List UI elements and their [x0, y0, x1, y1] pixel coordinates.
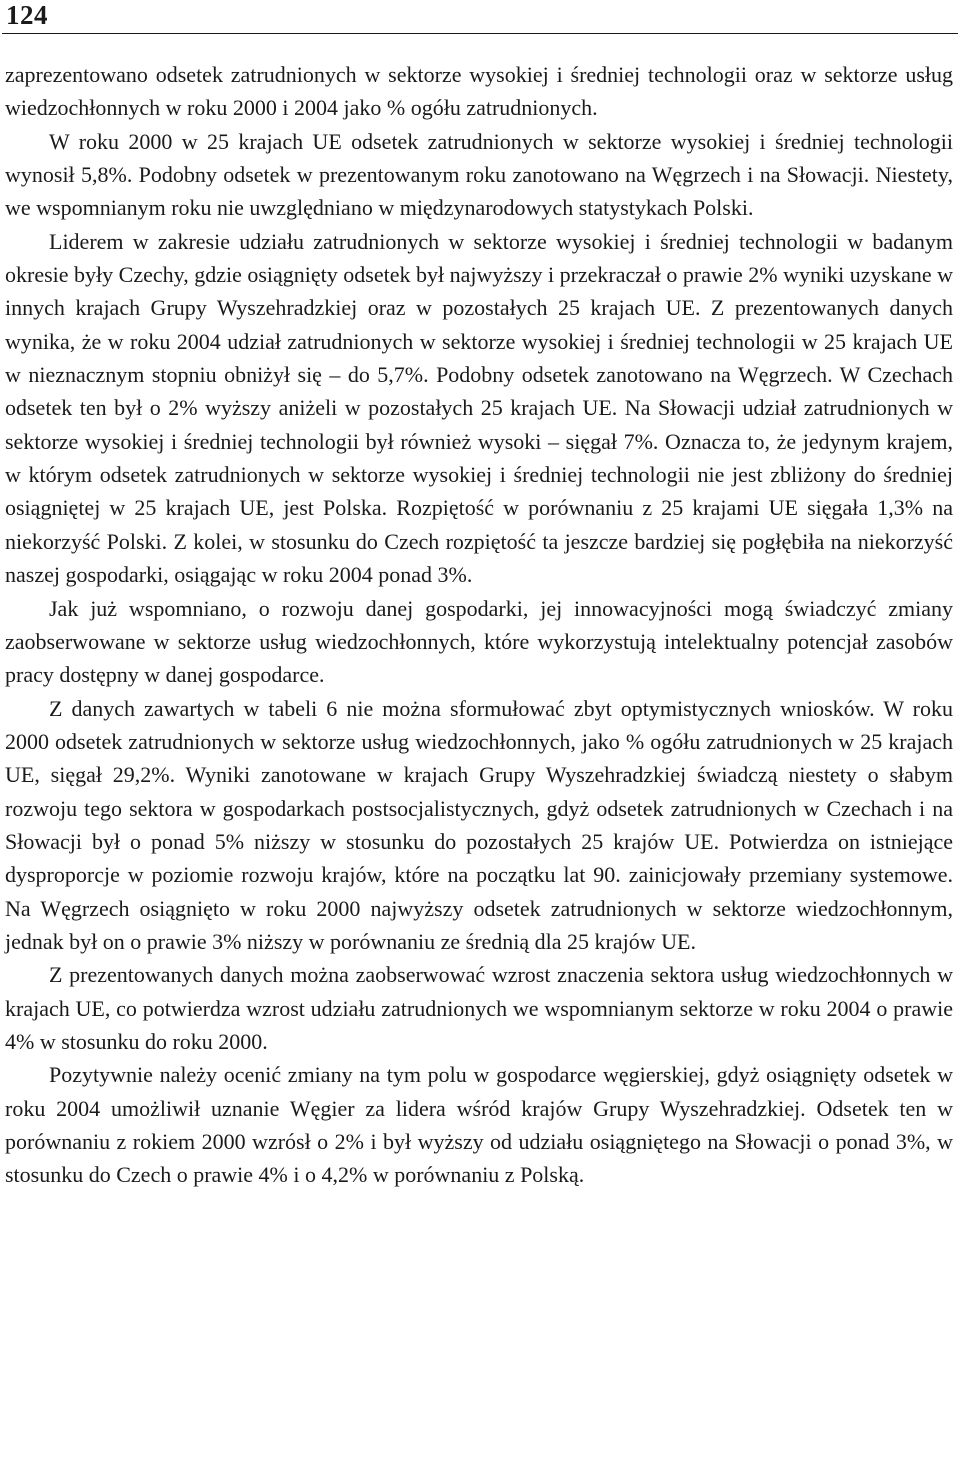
paragraph: Z danych zawartych w tabeli 6 nie można sformułować zbyt optymistycznych wniosków. W roku 2000 odsetek zatrudnionych w sektorze usług wiedzochłonnych, jako % ogółu zatrudnionych w 25 krajach UE, sięgał 29,2%. Wyniki zanotowane w krajach Grupy Wyszehradzkiej świadczą niestety o słabym rozwoju tego sektora w gospodarkach postsocjalistycznych, gdyż odsetek zatrudnionych w Czechach i na Słowacji był o ponad 5% niższy w stosunku do pozostałych 25 krajów UE. Potwierdza on istniejące dysproporcje w poziomie rozwoju krajów, które na początku lat 90. zainicjowały przemiany systemowe. Na Węgrzech osiągnięto w roku 2000 najwyższy odsetek zatrudnionych w sektorze wiedzochłonnym, jednak był on o prawie 3% niższy w porównaniu ze średnią dla 25 krajów UE. [5, 695, 953, 954]
page-number: 124 [6, 0, 48, 30]
paragraph: Liderem w zakresie udziału zatrudnionych w sektorze wysokiej i średniej technologii w badanym okresie były Czechy, gdzie osiągnięty odsetek był najwyższy i przekraczał o prawie 2% wyniki uzyskane w innych krajach Grupy Wyszehradzkiej oraz w pozostałych 25 krajach UE. Z prezentowanych danych wynika, że w roku 2004 udział zatrudnionych w sektorze wysokiej i średniej technologii w 25 krajach UE w nieznacznym stopniu obniżył się – do 5,7%. Podobny odsetek zanotowano na Węgrzech. W Czechach odsetek ten był o 2% wyższy aniżeli w pozostałych 25 krajach UE. Na Słowacji udział zatrudnionych w sektorze wysokiej i średniej technologii był również wysoki – sięgał 7%. Oznacza to, że jedynym krajem, w którym odsetek zatrudnionych w sektorze wysokiej i średniej technologii nie jest zbliżony do średniej osiągniętej w 25 krajach UE, jest Polska. Rozpiętość w porównaniu z 25 krajami UE sięgała 1,3% na niekorzyść Polski. Z kolei, w stosunku do Czech rozpiętość ta jeszcze bardziej się pogłębiła na niekorzyść naszej gospodarki, osiągając w roku 2004 ponad 3%. [5, 228, 953, 588]
paragraph: Pozytywnie należy ocenić zmiany na tym polu w gospodarce węgierskiej, gdyż osiągnięty odsetek w roku 2004 umożliwił uznanie Węgier za lidera wśród krajów Grupy Wyszehradzkiej. Odsetek ten w porównaniu z rokiem 2000 wzrósł o 2% i był wyższy od udziału osiągniętego na Słowacji o ponad 3%, w stosunku do Czech o prawie 4% i o 4,2% w porównaniu z Polską. [5, 1062, 953, 1188]
page-header [0, 0, 960, 34]
paragraph: Z prezentowanych danych można zaobserwować wzrost znaczenia sektora usług wiedzochłonnych w krajach UE, co potwierdza wzrost udziału zatrudnionych we wspomnianym sektorze w roku 2004 o prawie 4% w stosunku do roku 2000. [5, 962, 953, 1054]
paragraph: W roku 2000 w 25 krajach UE odsetek zatrudnionych w sektorze wysokiej i średniej technologii wynosił 5,8%. Podobny odsetek w prezentowanym roku zanotowano na Węgrzech i na Słowacji. Niestety, we wspomnianym roku nie uwzględniano w międzynarodowych statystykach Polski. [5, 128, 953, 221]
paragraph: Jak już wspomniano, o rozwoju danej gospodarki, jej innowacyjności mogą świadczyć zmiany zaobserwowane w sektorze usług wiedzochłonnych, które wykorzystują intelektualny potencjał zasobów pracy dostępny w danej gospodarce. [5, 595, 953, 688]
paragraph-continuation: zaprezentowano odsetek zatrudnionych w sektorze wysokiej i średniej technologii oraz w sektorze usług wiedzochłonnych w roku 2000 i 2004 jako % ogółu zatrudnionych. [5, 62, 953, 121]
body-text [5, 58, 953, 1192]
header-rule [2, 33, 958, 34]
